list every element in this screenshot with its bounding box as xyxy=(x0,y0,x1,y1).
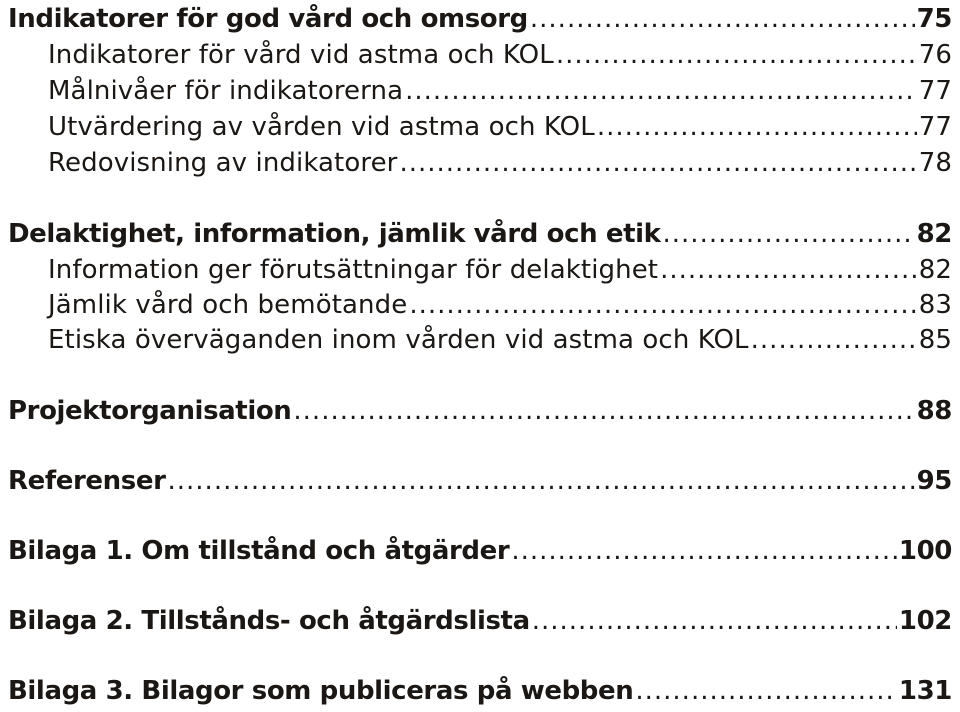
toc-entry-title: Redovisning av indikatorer xyxy=(48,148,398,178)
toc-entry-page: 95 xyxy=(916,466,952,496)
toc-entry-title: Referenser xyxy=(8,466,166,496)
toc-entry[interactable] xyxy=(8,608,952,634)
toc-leader-dots xyxy=(293,398,914,424)
toc-entry-title: Etiska överväganden inom vården vid astma och KOL xyxy=(48,325,749,355)
toc-entry[interactable] xyxy=(48,150,952,176)
toc-leader-dots xyxy=(405,78,917,104)
toc-entry-page: 131 xyxy=(898,676,952,706)
toc-entry-title: Målnivåer för indikatorerna xyxy=(48,76,404,106)
toc-entry[interactable] xyxy=(8,538,952,564)
toc-leader-dots xyxy=(530,6,915,32)
toc-entry-title: Bilaga 1. Om tillstånd och åtgärder xyxy=(8,536,510,566)
toc-entry[interactable] xyxy=(48,114,952,140)
toc-entry[interactable] xyxy=(8,6,952,32)
toc-entry-page: 77 xyxy=(918,76,952,106)
toc-entry[interactable] xyxy=(48,292,952,318)
toc-entry-title: Projektorganisation xyxy=(8,396,292,426)
toc-entry-title: Bilaga 3. Bilagor som publiceras på webben xyxy=(8,676,634,706)
toc-entry-page: 83 xyxy=(918,290,952,320)
toc-entry-page: 100 xyxy=(898,536,952,566)
toc-entry-page: 82 xyxy=(916,219,952,249)
toc-entry[interactable] xyxy=(48,257,952,283)
toc-leader-dots xyxy=(597,114,917,140)
toc-entry-page: 85 xyxy=(918,325,952,355)
toc-leader-dots xyxy=(751,327,917,353)
toc-entry-page: 75 xyxy=(916,4,952,34)
toc-entry-title: Information ger förutsättningar för delaktighet xyxy=(48,255,659,285)
toc-entry-page: 76 xyxy=(918,40,952,70)
toc-entry-title: Delaktighet, information, jämlik vård och etik xyxy=(8,219,661,249)
toc-entry[interactable] xyxy=(8,221,952,247)
toc-leader-dots xyxy=(532,608,897,634)
toc-entry-title: Utvärdering av vården vid astma och KOL xyxy=(48,112,595,142)
toc-entry[interactable] xyxy=(48,327,952,353)
toc-entry-page: 77 xyxy=(918,112,952,142)
toc-entry[interactable] xyxy=(8,398,952,424)
toc-entry-page: 82 xyxy=(918,255,952,285)
toc-entry[interactable] xyxy=(8,678,952,704)
toc-entry-page: 78 xyxy=(918,148,952,178)
toc-leader-dots xyxy=(409,292,916,318)
toc-leader-dots xyxy=(168,468,915,494)
toc-entry[interactable] xyxy=(8,468,952,494)
toc-leader-dots xyxy=(663,221,915,247)
toc-leader-dots xyxy=(660,257,917,283)
toc-entry-title: Jämlik vård och bemötande xyxy=(48,290,408,320)
toc-entry-page: 102 xyxy=(898,606,952,636)
toc-leader-dots xyxy=(556,42,917,68)
toc-leader-dots xyxy=(635,678,897,704)
toc-entry[interactable] xyxy=(48,78,952,104)
toc-entry-title: Indikatorer för god vård och omsorg xyxy=(8,4,528,34)
toc-entry-title: Indikatorer för vård vid astma och KOL xyxy=(48,40,554,70)
toc-leader-dots xyxy=(399,150,916,176)
toc-leader-dots xyxy=(511,538,897,564)
toc-entry[interactable] xyxy=(48,42,952,68)
toc-entry-page: 88 xyxy=(916,396,952,426)
toc-entry-title: Bilaga 2. Tillstånds- och åtgärdslista xyxy=(8,606,530,636)
